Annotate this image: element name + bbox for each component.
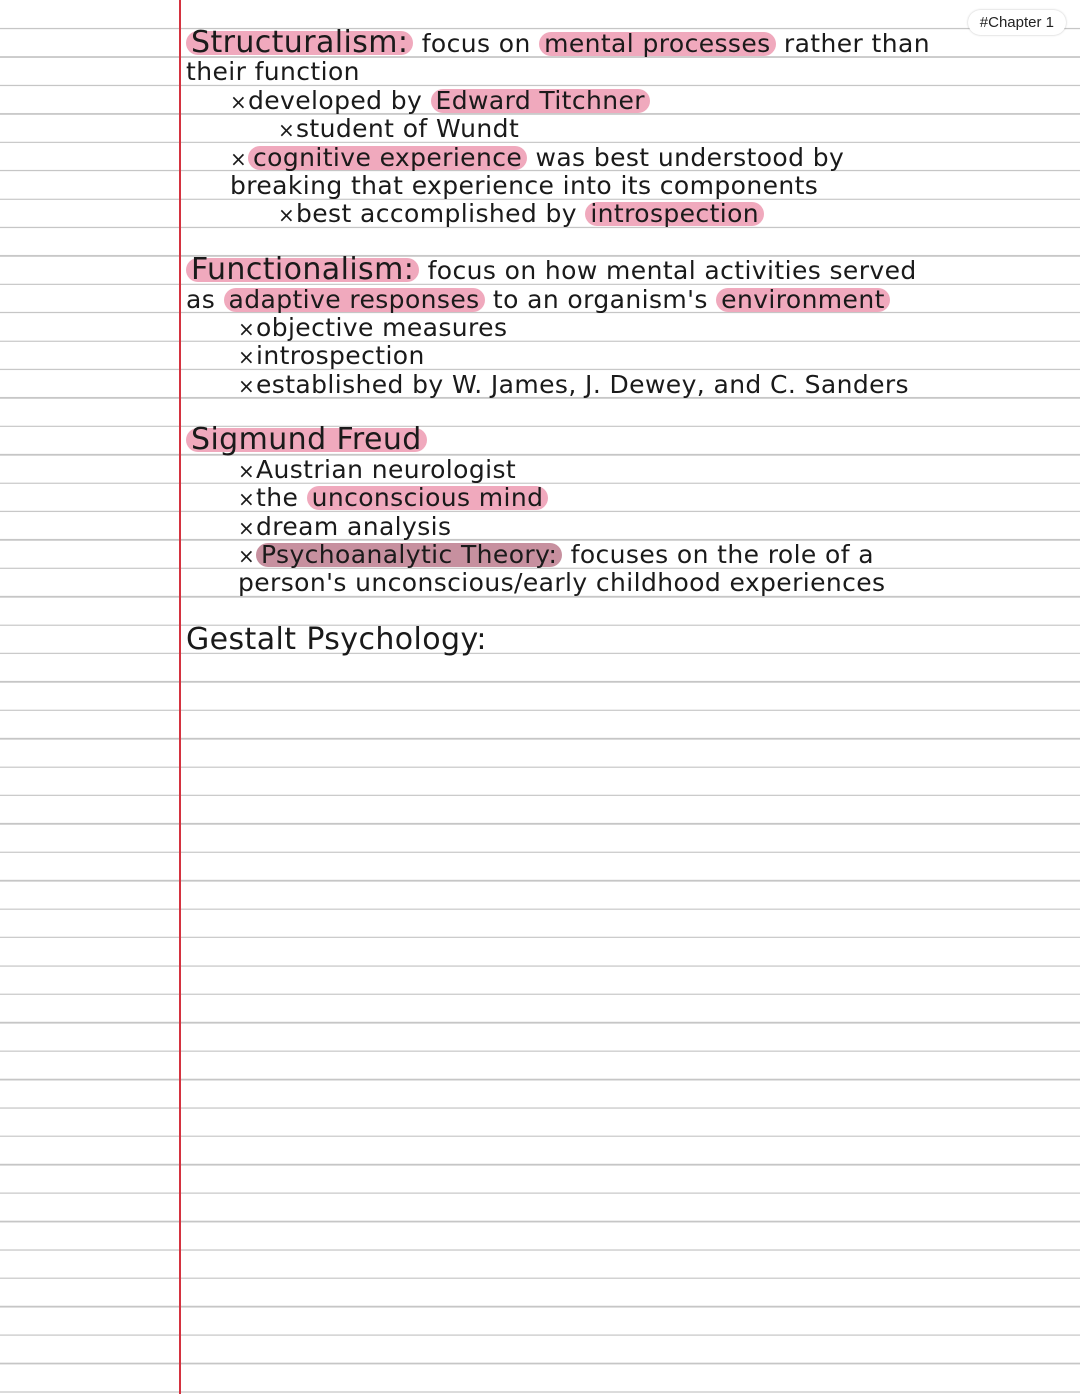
bullet-mark: ×: [230, 146, 248, 171]
unconscious-mind-highlight: unconscious mind: [307, 486, 549, 510]
bullet-mark: ×: [238, 345, 256, 370]
structuralism-line-2: their function: [186, 57, 360, 87]
bullet-mark: ×: [278, 118, 296, 143]
bullet-mark: ×: [238, 316, 256, 341]
freud-bullet-1: [186, 456, 1066, 484]
adaptive-responses-highlight: adaptive responses: [224, 288, 485, 312]
structuralism-text: focus on: [413, 29, 540, 58]
structuralism-tail: rather than: [775, 29, 930, 58]
margin-line: [179, 0, 181, 1394]
bullet-text: introspection: [256, 341, 425, 371]
functionalism-bullet-1: [186, 314, 1066, 342]
structuralism-bullet-2: [186, 144, 1066, 172]
mental-processes-highlight: mental processes: [539, 32, 775, 56]
introspection-highlight: introspection: [585, 202, 764, 226]
freud-heading: Sigmund Freud: [186, 428, 427, 452]
cognitive-experience-highlight: cognitive experience: [248, 146, 527, 170]
freud-bullet-3: [186, 513, 1066, 541]
bullet-text: Austrian neurologist: [256, 454, 517, 484]
bullet-text: dream analysis: [256, 511, 452, 541]
structuralism-line-1: [186, 25, 1066, 60]
bullet-mark: ×: [238, 373, 256, 398]
notes-content: [186, 25, 1066, 658]
structuralism-bullet-1: [186, 87, 1066, 115]
bullet-text: focuses on the role of a: [562, 540, 875, 570]
bullet-text: objective measures: [256, 312, 508, 342]
bullet-text: established by W. James, J. Dewey, and C. Sanders: [256, 369, 909, 399]
bullet-mark: ×: [278, 203, 296, 228]
functionalism-bullet-3: [186, 371, 1066, 399]
bullet-text: was best understood by: [527, 142, 845, 172]
structuralism-heading: Structuralism:: [186, 31, 413, 55]
bullet-mark: ×: [238, 515, 256, 540]
bullet-mark: ×: [238, 458, 256, 483]
bullet-text: developed by: [248, 85, 431, 115]
freud-bullet-4-cont: person's unconscious/early childhood experiences: [238, 568, 886, 598]
environment-highlight: environment: [716, 288, 890, 312]
structuralism-bullet-2-cont: breaking that experience into its components: [230, 170, 819, 200]
functionalism-bullet-2: [186, 342, 1066, 370]
freud-bullet-4: [186, 541, 1066, 569]
text: to an organism's: [484, 284, 717, 314]
freud-bullet-2: [186, 484, 1066, 512]
text: as: [186, 284, 224, 314]
functionalism-text: focus on how mental activities served: [419, 256, 917, 286]
functionalism-line-2: [186, 286, 1066, 314]
psychoanalytic-theory-highlight: Psychoanalytic Theory:: [256, 543, 562, 567]
bullet-text: the: [256, 483, 307, 513]
functionalism-line-1: [186, 252, 1066, 288]
freud-line-1: [186, 422, 1066, 458]
bullet-mark: ×: [238, 544, 256, 569]
structuralism-sub-bullet-1: [186, 115, 1066, 143]
gestalt-heading: Gestalt Psychology:: [186, 622, 487, 658]
structuralism-sub-bullet-2: [186, 200, 1066, 228]
bullet-mark: ×: [230, 89, 248, 114]
chapter-tag: #Chapter 1: [968, 10, 1066, 35]
functionalism-heading: Functionalism:: [186, 258, 419, 282]
bullet-mark: ×: [238, 487, 256, 512]
titchner-highlight: Edward Titchner: [431, 89, 650, 113]
bullet-text: best accomplished by: [296, 199, 586, 229]
bullet-text: student of Wundt: [296, 114, 520, 144]
gestalt-line-1: [186, 622, 1066, 658]
